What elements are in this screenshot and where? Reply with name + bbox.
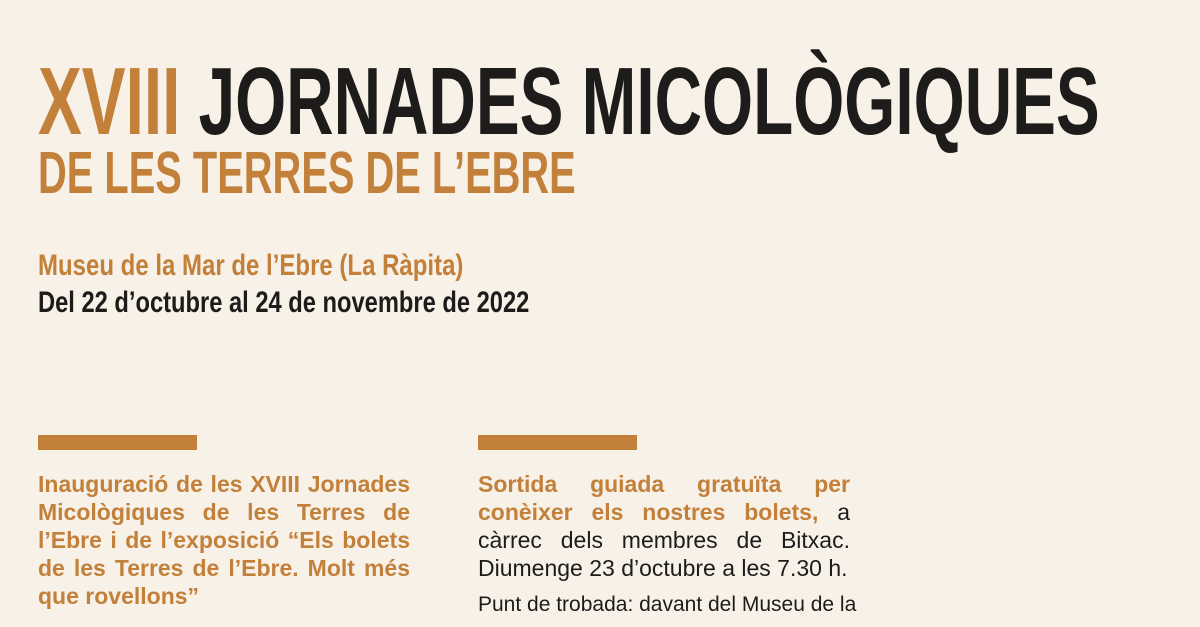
item-text <box>478 470 850 582</box>
item-detail: a càrrec dels membres de Bitxac. Diumenge 23 d’octubre a les 7.30 h. <box>478 499 851 581</box>
title-edition: XVIII <box>38 48 181 155</box>
program-item-inauguration <box>38 435 410 610</box>
item-text <box>38 470 410 610</box>
page-title <box>38 48 1200 155</box>
dates-text: Del 22 d’octubre al 24 de novembre de 2022 <box>38 286 530 319</box>
subtitle-text: DE LES TERRES DE L’EBRE <box>38 140 576 206</box>
title-main: JORNADES MICOLÒGIQUES <box>180 48 1100 155</box>
item-highlight: Inauguració de les XVIII Jornades Micològiques de les Terres de l’Ebre i de l’exposició “Els bolets de les Terres de l’Ebre. Molt més que rovellons” <box>38 471 410 609</box>
venue-text: Museu de la Mar de l’Ebre (La Ràpita) <box>38 249 464 282</box>
accent-bar <box>38 435 197 450</box>
item-highlight: Sortida guiada gratuïta per conèixer els nostres bolets, <box>478 471 850 525</box>
page-subtitle <box>38 140 835 206</box>
venue-line <box>38 250 570 282</box>
meeting-point-note: Punt de trobada: davant del Museu de la <box>478 593 857 616</box>
accent-bar <box>478 435 637 450</box>
dates-line <box>38 287 660 319</box>
program-item-guided-walk <box>478 435 857 619</box>
